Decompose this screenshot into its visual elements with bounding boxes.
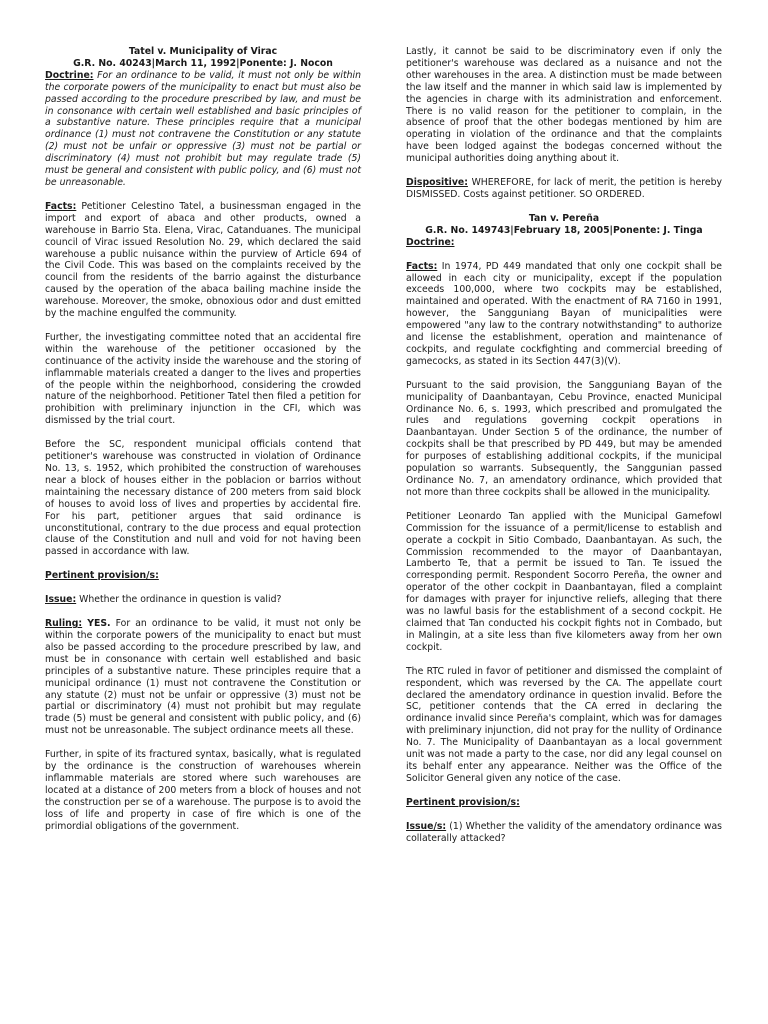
ruling-answer: YES. (87, 618, 111, 630)
issues-paragraph (406, 821, 722, 845)
case-citation-tatel: G.R. No. 40243|March 11, 1992|Ponente: J. Nocon (73, 57, 333, 69)
doctrine-paragraph (45, 70, 361, 189)
dispositive-text: WHEREFORE, for lack of merit, the petition is hereby DISMISSED. Costs against petitioner. SO ORDERED. (406, 177, 722, 200)
facts-label: Facts: (45, 200, 77, 212)
facts-paragraph-1 (45, 201, 361, 320)
ruling-paragraph (45, 618, 361, 737)
doctrine-text: For an ordinance to be valid, it must not only be within the corporate powers of the municipality to enact but must also be passed according to the procedure prescribed by law, and must be in consonance with certain well established and basic principles of a substantive nature. These principles require that a municipal ordinance (1) must not contravene the Constitution or any statute (2) must not be unfair or oppressive (3) must not be partial or discriminatory (4) must not prohibit but may regulate trade (5) must be general and consistent with public policy, and (6) must not be unreasonable. (45, 69, 361, 188)
ruling-paragraph-2: Further, in spite of its fractured syntax, basically, what is regulated by the ordinance is the construction of warehouses wherein inflammable materials are stored where such warehouses are located at a distance of 200 meters from a block of houses and not the construction per se of a warehouse. The purpose is to avoid the loss of life and property in case of fire which is one of the primordial obligations of the government. (45, 749, 361, 832)
issues-text: (1) Whether the validity of the amendatory ordinance was collaterally attacked? (406, 820, 722, 844)
facts-text-tan-1: In 1974, PD 449 mandated that only one cockpit shall be allowed in each city or municipality, except if the population exceeds 100,000, where two cockpits may be established, maintained and operated. With the enactment of RA 7160 in 1991, however, the Sangguniang Bayan of municipalities were empowered "any law to the contrary notwithstanding" to authorize and license the establishment, operation and maintenance of cockpits, and regulate cockfighting and commercial breeding of gamecocks, as stated in its Section 447(3)(V). (406, 260, 722, 367)
ruling-label: Ruling: (45, 618, 83, 630)
pertinent-provisions (45, 570, 361, 582)
facts-paragraph-3: Before the SC, respondent municipal officials contend that petitioner's warehouse was constructed in violation of Ordinance No. 13, s. 1952, which prohibited the construction of warehouses near a block of houses either in the poblacion or barrios without maintaining the necessary distance of 200 meters from said block of houses to avoid loss of lives and properties by accidental fire. For his part, petitioner argues that said ordinance is unconstitutional, contrary to the due process and equal protection clause of the Constitution and null and void for not having been passed in accordance with law. (45, 439, 361, 558)
lastly-paragraph: Lastly, it cannot be said to be discriminatory even if only the petitioner's warehouse was declared as a nuisance and not the other warehouses in the area. A distinction must be made between the law itself and the manner in which said law is implemented by the agencies in charge with its administration and enforcement. There is no valid reason for the petitioner to complain, in the absence of proof that the other bodegas mentioned by him are operating in violation of the ordinance and that the complaints have been lodged against the bodegas concerned without the municipal authorities doing anything about it. (406, 46, 722, 165)
pertinent-label-2: Pertinent provision/s: (406, 796, 520, 808)
left-column (45, 46, 361, 844)
facts-paragraph-tan-4: The RTC ruled in favor of petitioner and dismissed the complaint of respondent, which was reversed by the CA. The appellate court declared the amendatory ordinance in question invalid. Before the SC, petitioner contends that the CA erred in declaring the ordinance invalid since Pereña's complaint, which was for damages with preliminary injunction, did not pray for the nullity of Ordinance No. 7. The Municipality of Daanbantayan as a local government unit was not made a party to the case, nor did any legal counsel on its behalf enter any appearance. Neither was the Office of the Solicitor General given any notice of the case. (406, 665, 722, 784)
doctrine-label: Doctrine: (45, 69, 94, 81)
case-title-tatel: Tatel v. Municipality of Virac (128, 46, 278, 57)
doctrine-label-2: Doctrine: (406, 236, 455, 248)
pertinent-label: Pertinent provision/s: (45, 570, 159, 582)
dispositive-label: Dispositive: (406, 177, 468, 189)
issue-label: Issue: (45, 594, 77, 606)
case-citation-tan: G.R. No. 149743|February 18, 2005|Ponente: J. Tinga (425, 224, 703, 236)
facts-paragraph-tan-2: Pursuant to the said provision, the Sangguniang Bayan of the municipality of Daanbantayan, Cebu Province, enacted Municipal Ordinance No. 6, s. 1993, which prescribed and promulgated the rules and regulations governing cockpit operations in Daanbantayan. Under Section 5 of the ordinance, the number of cockpits shall be that prescribed by PD 449, but may be amended for purposes of establishing additional cockpits, if the municipal population so warrants. Subsequently, the Sanggunian passed Ordinance No. 7, an amendatory ordinance, which provided that not more than three cockpits shall be allowed in the municipality. (406, 379, 722, 498)
ruling-text: For an ordinance to be valid, it must not only be within the corporate powers of the municipality to enact but must also be passed according to the procedure prescribed by law, and must be in consonance with certain well established and basic principles of a substantive nature. These principles require that a municipal ordinance (1) must not contravene the Constitution or any statute (2) must not be unfair or oppressive (3) must not be partial or discriminatory (4) must not prohibit but may regulate trade (5) must be general and consistent with public policy, and (6) must not be unreasonable. The subject ordinance meets all these. (45, 618, 361, 737)
facts-text-1: Petitioner Celestino Tatel, a businessman engaged in the import and export of abaca and other products, owned a warehouse in Barrio Sta. Elena, Virac, Catanduanes. The municipal council of Virac issued Resolution No. 29, which declared the said warehouse a public nuisance within the purview of Article 694 of the Civil Code. This was based on the complaints received by the council from the residents of the barrio against the disturbance caused by the operation of the abaca bailing machine inside the warehouse. Moreover, the smoke, obnoxious odor and dust emitted by the machine engulfed the community. (45, 200, 361, 320)
case-title-tan: Tan v. Pereña (528, 212, 600, 224)
facts-paragraph-tan-1 (406, 261, 722, 368)
doctrine-paragraph-2 (406, 237, 722, 249)
facts-label-2: Facts: (406, 260, 438, 272)
dispositive-paragraph (406, 177, 722, 201)
pertinent-provisions-2 (406, 797, 722, 809)
issue-paragraph (45, 594, 361, 606)
facts-paragraph-2: Further, the investigating committee noted that an accidental fire within the warehouse of the petitioner occasioned by the continuance of the activity inside the warehouse and the storing of inflammable materials created a danger to the lives and properties of the people within the neighborhood, considering the crowded nature of the neighborhood. Petitioner Tatel then filed a petition for prohibition with preliminary injunction in the CFI, which was dismissed by the trial court. (45, 331, 361, 427)
issues-label: Issue/s: (406, 820, 447, 832)
right-column (406, 46, 722, 856)
issue-text: Whether the ordinance in question is valid? (79, 594, 282, 606)
facts-paragraph-tan-3: Petitioner Leonardo Tan applied with the Municipal Gamefowl Commission for the issuance of a permit/license to establish and operate a cockpit in Sitio Combado, Daanbantayan. As such, the Commission recommended to the mayor of Daanbantayan, Lamberto Te, that a permit be issued to Tan. Te issued the corresponding permit. Respondent Socorro Pereña, the owner and operator of the other cockpit in Daanbantayan, filed a complaint for damages with prayer for injunctive reliefs, alleging that there was no lawful basis for the establishment of a second cockpit. He claimed that Tan conducted his cockpit fights not in Combado, but in Malingin, at a site less than five kilometers away from her own cockpit. (406, 510, 722, 653)
